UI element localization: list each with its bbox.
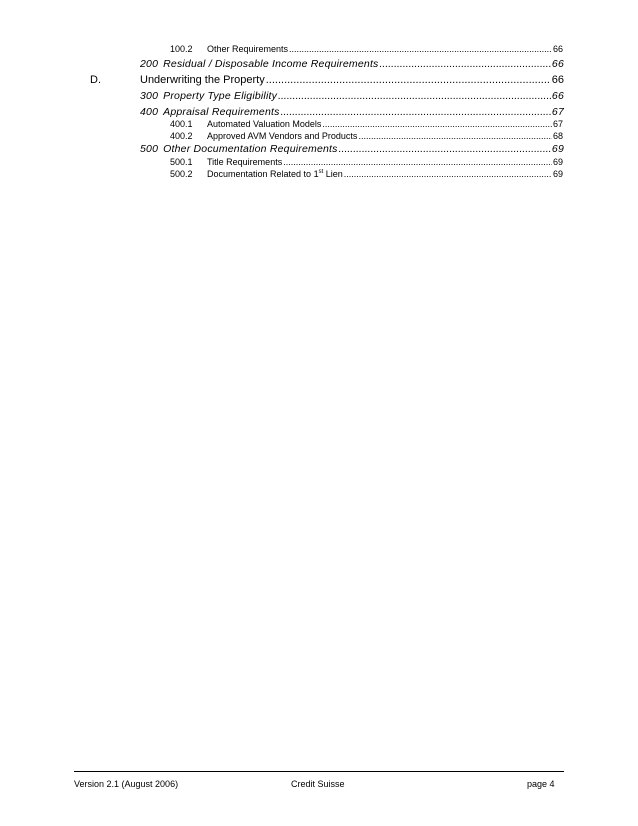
toc-entry-title: Title Requirements <box>207 157 283 167</box>
footer-page-number: page 4 <box>527 779 555 789</box>
toc-entry-number: 200 <box>140 58 159 70</box>
toc-entry-title: Other Documentation Requirements <box>163 143 338 155</box>
toc-entry-page: 69 <box>551 143 564 155</box>
toc-entry[interactable] <box>170 157 563 167</box>
toc-entry-page: 66 <box>551 58 564 70</box>
toc-entry-number: 400.1 <box>170 119 193 129</box>
toc-entry-page: 66 <box>551 90 564 102</box>
toc-leader-dots <box>358 131 552 141</box>
toc-entry-number: 500 <box>140 143 159 155</box>
toc-entry-title: Residual / Disposable Income Requirements <box>163 58 379 70</box>
toc-entry-title: Underwriting the Property <box>140 74 265 86</box>
toc-leader-dots <box>283 157 552 167</box>
toc-entry-number: 400 <box>140 106 159 118</box>
footer-company: Credit Suisse <box>291 779 345 789</box>
toc-entry-title <box>207 169 343 179</box>
toc-entry-page: 69 <box>552 169 563 179</box>
toc-leader-dots <box>278 90 551 102</box>
toc-entry-title-text: Documentation Related to 1 <box>207 169 319 179</box>
footer-version: Version 2.1 (August 2006) <box>74 779 179 789</box>
toc-entry[interactable] <box>140 58 564 70</box>
toc-entry[interactable] <box>170 44 563 54</box>
toc-entry-page: 68 <box>552 131 563 141</box>
toc-entry-title-superscript: st <box>318 169 324 175</box>
toc-entry-number: 500.2 <box>170 169 193 179</box>
toc-leader-dots <box>266 74 551 86</box>
toc-entry-number: D. <box>90 74 101 86</box>
toc-leader-dots <box>380 58 551 70</box>
toc-entry-title: Automated Valuation Models <box>207 119 322 129</box>
toc-entry[interactable] <box>140 106 564 118</box>
toc-leader-dots <box>344 169 552 179</box>
footer-divider <box>74 771 564 772</box>
toc-entry-title: Appraisal Requirements <box>163 106 280 118</box>
toc-leader-dots <box>289 44 552 54</box>
toc-entry[interactable] <box>170 169 563 179</box>
toc-entry-page: 67 <box>551 106 564 118</box>
toc-entry-page: 66 <box>552 44 563 54</box>
toc-leader-dots <box>281 106 551 118</box>
toc-entry-title: Approved AVM Vendors and Products <box>207 131 358 141</box>
toc-entry-page: 67 <box>552 119 563 129</box>
toc-entry-number: 400.2 <box>170 131 193 141</box>
toc-leader-dots <box>339 143 551 155</box>
toc-entry-title: Other Requirements <box>207 44 289 54</box>
toc-entry-number: 300 <box>140 90 159 102</box>
toc-entry[interactable] <box>90 74 564 86</box>
toc-entry-title: Property Type Eligibility <box>163 90 278 102</box>
toc-entry[interactable] <box>140 90 564 102</box>
toc-entry[interactable] <box>140 143 564 155</box>
toc-leader-dots <box>322 119 552 129</box>
toc-entry-page: 69 <box>552 157 563 167</box>
toc-entry-page: 66 <box>551 74 564 86</box>
toc-entry-title-suffix: Lien <box>323 169 343 179</box>
toc-entry[interactable] <box>170 131 563 141</box>
toc-entry[interactable] <box>170 119 563 129</box>
toc-entry-number: 500.1 <box>170 157 193 167</box>
toc-entry-number: 100.2 <box>170 44 193 54</box>
